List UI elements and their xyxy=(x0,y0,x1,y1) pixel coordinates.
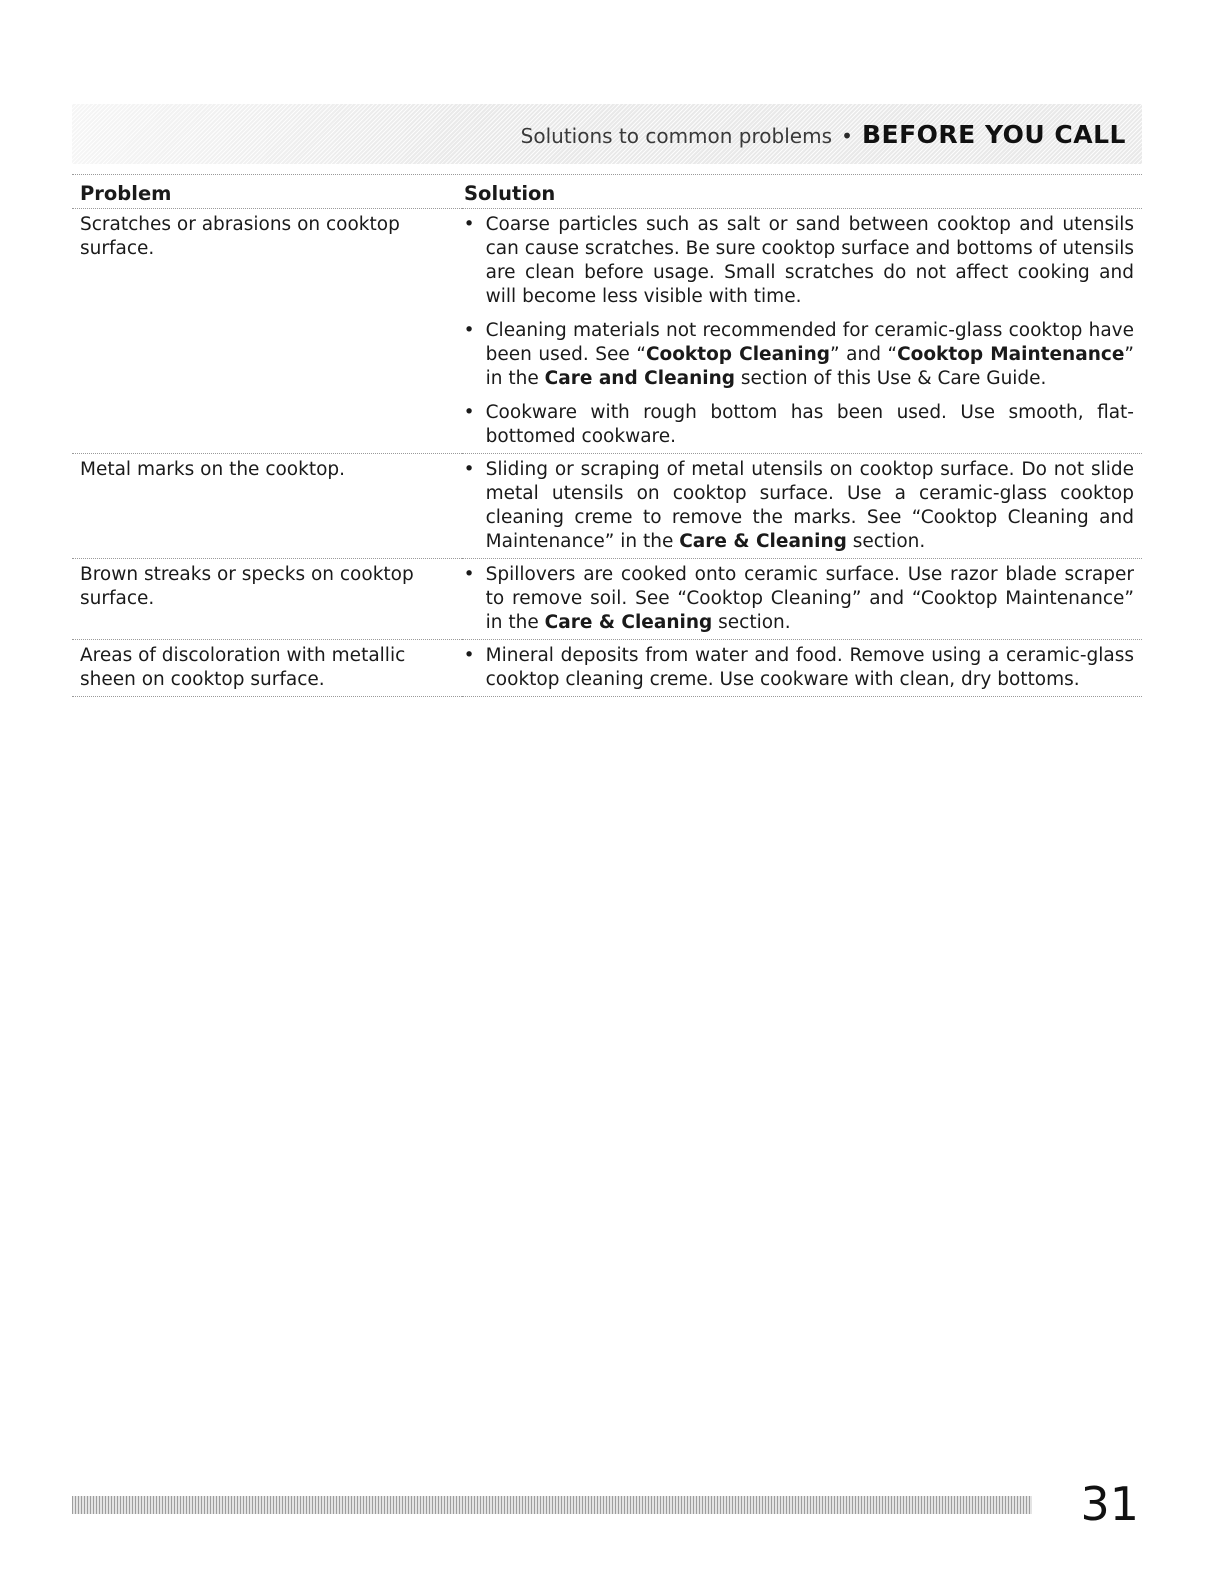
header-subtitle: Solutions to common problems xyxy=(520,124,832,148)
solution-item xyxy=(462,401,1134,449)
problem-text: Areas of discoloration with metallic sheen on cooktop surface. xyxy=(80,645,406,690)
bullet-icon: • xyxy=(463,645,475,666)
bullet-icon: • xyxy=(463,402,475,423)
solution-text: ” in the xyxy=(485,344,1134,389)
problem-cell xyxy=(72,640,462,697)
troubleshooting-table xyxy=(72,178,1142,697)
solution-list xyxy=(462,213,1134,449)
solution-list xyxy=(462,563,1134,635)
table-top-rule xyxy=(72,174,1142,175)
solution-item xyxy=(462,458,1134,554)
bullet-icon: • xyxy=(463,564,475,585)
solution-item xyxy=(462,213,1134,309)
column-header-problem: Problem xyxy=(80,182,172,205)
solution-item xyxy=(462,644,1134,692)
solution-text: Coarse particles such as salt or sand between cooktop and utensils can cause scratches. Be sure cooktop surface and bottoms of utensils are clean before usage. Small scratches do not affect cooking and will become less visible with time. xyxy=(485,214,1134,307)
solution-cell xyxy=(462,454,1142,559)
reference-cooktop-cleaning: Cooktop Cleaning xyxy=(645,344,831,365)
problem-cell xyxy=(72,559,462,640)
solution-text: Cleaning materials not recommended for ceramic-glass cooktop have been used. See “ xyxy=(485,320,1134,365)
solution-item xyxy=(462,319,1134,391)
solution-text: Sliding or scraping of metal utensils on cooktop surface. Do not slide metal utensils on cooktop surface. Use a ceramic-glass cooktop cleaning creme to remove the marks. See “Cooktop Cleaning and Maintenance” in the xyxy=(485,459,1134,552)
problem-cell xyxy=(72,454,462,559)
table-header-row xyxy=(72,178,1142,209)
bullet-icon: • xyxy=(463,214,475,235)
bullet-icon: • xyxy=(463,459,475,480)
table-row xyxy=(72,209,1142,454)
reference-care-and-cleaning: Care & Cleaning xyxy=(544,612,713,633)
table-row xyxy=(72,559,1142,640)
solution-text: section. xyxy=(846,531,926,552)
solution-cell xyxy=(462,640,1142,697)
problem-cell xyxy=(72,209,462,454)
reference-care-and-cleaning: Care and Cleaning xyxy=(544,368,736,389)
solution-list xyxy=(462,458,1134,554)
page-number: 31 xyxy=(1080,1477,1139,1531)
solution-text: Cookware with rough bottom has been used. Use smooth, flat-bottomed cookware. xyxy=(485,402,1134,447)
solution-text: section of this Use & Care Guide. xyxy=(735,368,1047,389)
footer-band xyxy=(72,1496,1032,1514)
solution-cell xyxy=(462,559,1142,640)
column-headers xyxy=(72,178,1142,209)
solution-text: ” and “ xyxy=(830,344,898,365)
problem-text: Scratches or abrasions on cooktop surface. xyxy=(80,214,400,259)
table-row xyxy=(72,454,1142,559)
reference-cooktop-maintenance: Cooktop Maintenance xyxy=(897,344,1125,365)
solution-cell xyxy=(462,209,1142,454)
column-header-solution: Solution xyxy=(464,182,556,205)
bullet-icon: • xyxy=(463,320,475,341)
reference-care-and-cleaning: Care & Cleaning xyxy=(679,531,847,552)
problem-text: Brown streaks or specks on cooktop surface. xyxy=(80,564,414,609)
header-separator: • xyxy=(841,124,853,148)
solution-text: Spillovers are cooked onto ceramic surface. Use razor blade scraper to remove soil. See “Cooktop Cleaning” and “Cooktop Maintenance” in the xyxy=(485,564,1134,633)
solution-list xyxy=(462,644,1134,692)
problem-text: Metal marks on the cooktop. xyxy=(80,459,346,480)
solution-text: section. xyxy=(712,612,791,633)
section-header-band xyxy=(72,104,1142,164)
header-main-title: BEFORE YOU CALL xyxy=(861,120,1126,149)
section-header-title xyxy=(521,118,1126,152)
solution-text: Mineral deposits from water and food. Remove using a ceramic-glass cooktop cleaning creme. Use cookware with clean, dry bottoms. xyxy=(485,645,1134,690)
table-row xyxy=(72,640,1142,697)
solution-item xyxy=(462,563,1134,635)
